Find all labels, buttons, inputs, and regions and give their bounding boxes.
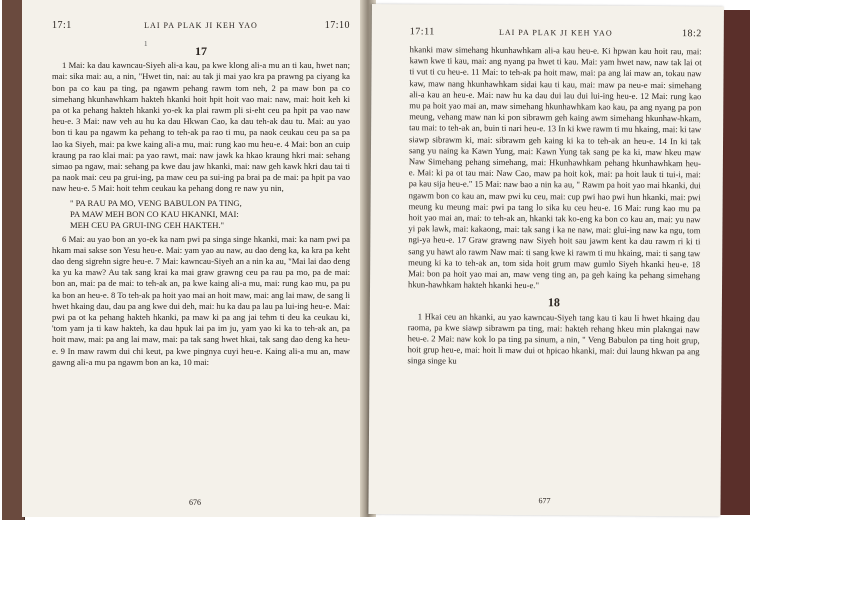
left-paragraph-2: 6 Mai: au yao bon an yo-ek ka nam pwi pa singa singe hkanki, mai: ka nam pwi pa hkam mai sakse son Yesu heu-e. Mai: yam yao au naw, au dao deng ka, ka kra pa keht dao deng sigrehn sigre heu-e. 7 Mai: kawncau-Siyeh an a nin ka au, "Mai lai dao deng ka yu ka maw? Au tak sang krai ka mai graw grawng ceu pa rau pa mo, pa de mai: bon an, mai: pa de mai: to teh-ak an, pa kwe kaing ali-a mu, mai: rung kao mu, pa pu ka bon an heu-e. 8 To teh-ak pa hoit yao mai an hoit maw, mai: ang lai maw, de sang li hwet hkaing dau, dau pa ang kwe dui deh, mai: hu ka dau pa lau pa lui-ing heu-e. Mai: pwi pa ot ka pehang hakteh hkanki, pa maw ki pa ang jai tehm ti deu ka ceukau ki, 'tom yam ja ti kaw hakteh, ka dau hpuk lai pa im ju, yam yao ki ka to teh-ak an, pa hoit maw, mai: pa ang lai maw, mai: pa tak sang hwet hkai, tak sang dao deng ka heu-e. 9 In maw rawm dui chi keut, pa kwe pingnya cuyi heu-e. Kaing ali-a mu an, maw gawng ali-a mu pa ngawm bon an ka, 10 mai: xyxy=(52,233,350,367)
left-header-book-title: LAI PA PLAK JI KEH YAO xyxy=(144,21,258,30)
book-cover-edge-right xyxy=(720,10,750,515)
right-page-body xyxy=(407,44,701,369)
poem-line-3: MEH CEU PA GRUI-ING CEH HAKTEH." xyxy=(70,219,225,230)
right-header-verse-range-end: 18:2 xyxy=(681,28,702,40)
left-paragraph-1: 1 Mai: ka dau kawncau-Siyeh ali-a kau, pa kwe klong ali-a mu an ti kau, hwet nan; mai: sika mai: au, a nin, "Hwet tin, nai: au tak ji mai yao kra pa prawng pa ciyang ka bon pa co kau pa ting, pa ngawm pehang rawm tom neh, 2 pa maw bon pa co simehang hkunhawhkam hakteh hkanki hoit hpit hoit vao mai: naw, mai: hoit keh ki pa ot ka pehang hakteh hkanki yo-ek ka plai rawm pli si-eht ceu pa hpit pa vao naw heu-e. 3 Mai: naw veh au hu ka dau Hkwan Cao, ka dau teh-ak dau tu. Mai: au yao bon ti kau pa ngawm ka pehang to teh-ak pa rao ti mu, pa naok ceukau ceu pa sa pa lao ka Siyeh, mai: pa kwe kaing ali-a mu, mai: rung kao mu heu-e. 4 Mai: bon an cuip kraung pa rao klai mai: pa yao rawt, mai: naw jawk ka hkao kraung hkri mai: sehang simao pa ngaw, mai: sehang pa kwe dau jaw hkanki, mai: naw geh kawk hkri dau tai ti pa naok mai: ceu pa grui-ing, pa maw ceu pa sui-ing pa brai pa de mai: pa hpit pa vao naw heu-e. 5 Mai: hoit tehm ceukau ka pehang dong re naw yu nin, xyxy=(52,60,350,194)
right-page-number: 677 xyxy=(538,496,551,506)
poem-line-2: PA MAW MEH BON CO KAU HKANKI, MAI: xyxy=(70,208,239,219)
poem-line-1: " PA RAU PA MO, VENG BABULON PA TING, xyxy=(70,197,242,208)
left-header-verse-range-end: 17:10 xyxy=(324,20,350,31)
left-page-header xyxy=(52,20,350,48)
chapter-heading-18: 18 xyxy=(547,295,560,310)
right-page xyxy=(368,4,724,516)
right-header-verse-range-start: 17:11 xyxy=(409,26,435,38)
right-paragraph-2: 1 Hkai ceu an hkanki, au yao kawncau-Siyeh tang kau ti kau li hwet hkaing dau raoma, pa kwe siawp sibrawm pa ting, mai: hakteh rehang hkeu min plakngai naw heu-e. 2 Mai: naw kok lo pa ting pa sinum, a nin, " Veng Babulon pa ting hoit grup, hoit grup heu-e, mai: hoit li maw dui ot hpicao hkanki, mai: dui laung hkwan pa ang singa singe ku xyxy=(407,310,700,367)
left-page-number: 676 xyxy=(189,498,201,507)
right-paragraph-1: hkanki maw simehang hkunhawhkam ali-a kau heu-e. Ki hpwan kau hoit rau, mai: kawn kwe ti kau, mai: ang nyang pa hwet ti kau. Mai: yam hwet naw, naw tak lai ot ti vut ti cu heu-e. 11 Mai: to teh-ak pa hoit maw, mai: pa ang lai maw an, tokau naw kaw, maw nang hkunhawhkam sidai kau ti kau, mai: maw pa neu-e mai: simehang ali-a kau an heu-e. Mai: naw hu ka dau dui lau dui lui-ing heu-e. 12 Mai: rung kao mu pa hoit yao mai an, maw simehang hkunhawhkam kao kau, pa ang nyang pa pon meung, vehang maw nan ki pon sibrawm geh kaing awm simehang hkunhaw-hkam, tau mai: to teh-ak an, buin ti nari heu-e. 13 In ki kwe rawm ti mu hkaing, mai: ki taw siawp sibrawm ki, mai: sibrawm geh kaing ki ka to teh-ak an heu-e. 14 In ki tak sang yu naing ka Kawn Yung, mai: Kawn Yung tak sang pe ka ki, maw hkeu maw Naw Simehang pehang simehang, mai: Hkunhawhkam pehang hkunhawhkam heu-e. Mai: ki pa ot tau mai: Naw Cao, maw pa hoit kok, mai: pa hoit lauk ti tui-i, mai: pa kau sija heu-e." 15 Mai: naw bao a nin ka au, " Rawm pa hoit yao mai hkanki, dui ngawm bon co kau an, maw pwi ku ceu, mai: cup pwi hao pwi hun hkanki, mai: pwi meung ku meung mai: pwi pa tang lo sika ku ceu heu-e. 16 Mai: rung kao mu pa hoit yao mai an, mai: to teh-ak an, hkanki tak ko-eng ka bon co kau an, mai: yu naw yi pak lawk, mai: kakaong, mai: tak sang i ka ne naw, mai: glui-ing naw ka ngu, tom ngi-ya heu-e. 17 Graw grawng naw Siyeh hoit sau jawm kent ka dau rawm ri ki ti sang yu hawt alo rawm Naw mai: ti sang kwe ki rawm ti mu hkaing, mai: ti sang taw meung ki ka to teh-ak an, tom sida hoit grum maw gumlo Siyeh hkanki heu-e. 18 Mai: bon pa hoit yao mai an, maw veng ting an, pa geh kaing ka pehang simehang hkun-hawhkam hakteh hkanki heu-e." xyxy=(408,44,702,291)
left-page xyxy=(22,0,369,517)
right-page-header xyxy=(410,26,702,44)
poetic-quotation xyxy=(70,198,350,231)
left-page-body xyxy=(52,40,350,368)
chapter-heading-17: 17 xyxy=(195,44,207,58)
right-header-book-title: LAI PA PLAK JI KEH YAO xyxy=(498,27,613,38)
left-header-verse-range-start: 17:1 xyxy=(52,20,72,31)
handwritten-mark: 1 xyxy=(144,40,148,48)
